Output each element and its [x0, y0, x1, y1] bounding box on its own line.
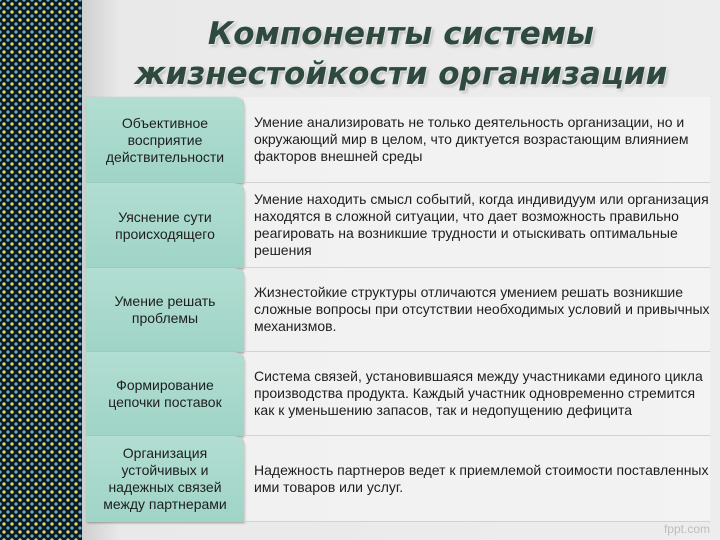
component-label-line: Организация: [122, 445, 208, 461]
component-label-box: [86, 268, 244, 352]
component-description: Жизнестойкие структуры отличаются умением решать возникшие сложные вопросы при отсутствии необходимых условий и привычных механизмов.: [244, 268, 710, 352]
component-label-line: Умение решать: [114, 293, 216, 309]
component-label-box: [86, 352, 244, 436]
component-label-line: надежных связей: [108, 479, 222, 495]
component-label-box: [86, 97, 244, 183]
component-label-line: Уяснение сути: [118, 208, 212, 225]
slide-title: [82, 14, 720, 94]
component-label-line: Формирование: [116, 377, 214, 393]
component-description: Умение анализировать не только деятельность организации, но и окружающий мир в целом, что диктуется возрастающим влиянием факторов внешней среды: [244, 97, 710, 183]
component-label-line: устойчивых и: [121, 462, 209, 478]
component-label-box: [86, 436, 244, 522]
slide-title-line-1: Компоненты системы: [207, 16, 595, 52]
component-description: Надежность партнеров ведет к приемлемой стоимости поставленных ими товаров или услуг.: [244, 436, 710, 522]
component-label-line: Объективное: [121, 114, 209, 131]
component-label-line: восприятие: [127, 131, 203, 148]
component-label-line: проблемы: [131, 310, 199, 326]
component-description: Система связей, установившаяся между участниками единого цикла производства продукта. Каждый участник одновременно стремится как к уменьшению запасов, так и недопущению дефицита: [244, 352, 710, 436]
component-description: Умение находить смысл событий, когда индивидуум или организация находятся в сложной ситуации, что дает возможность правильно реагировать на возникшие трудности и отыскивать оптимальные решения: [244, 183, 710, 268]
component-label-box: [86, 183, 244, 268]
slide-title-line-2: жизнестойкости организации: [134, 56, 668, 92]
component-label-line: между партнерами: [103, 496, 227, 512]
component-label-line: действительности: [105, 148, 225, 165]
component-label-line: цепочки поставок: [108, 394, 222, 410]
watermark: fppt.com: [663, 522, 710, 536]
component-label-line: происходящего: [115, 225, 215, 242]
